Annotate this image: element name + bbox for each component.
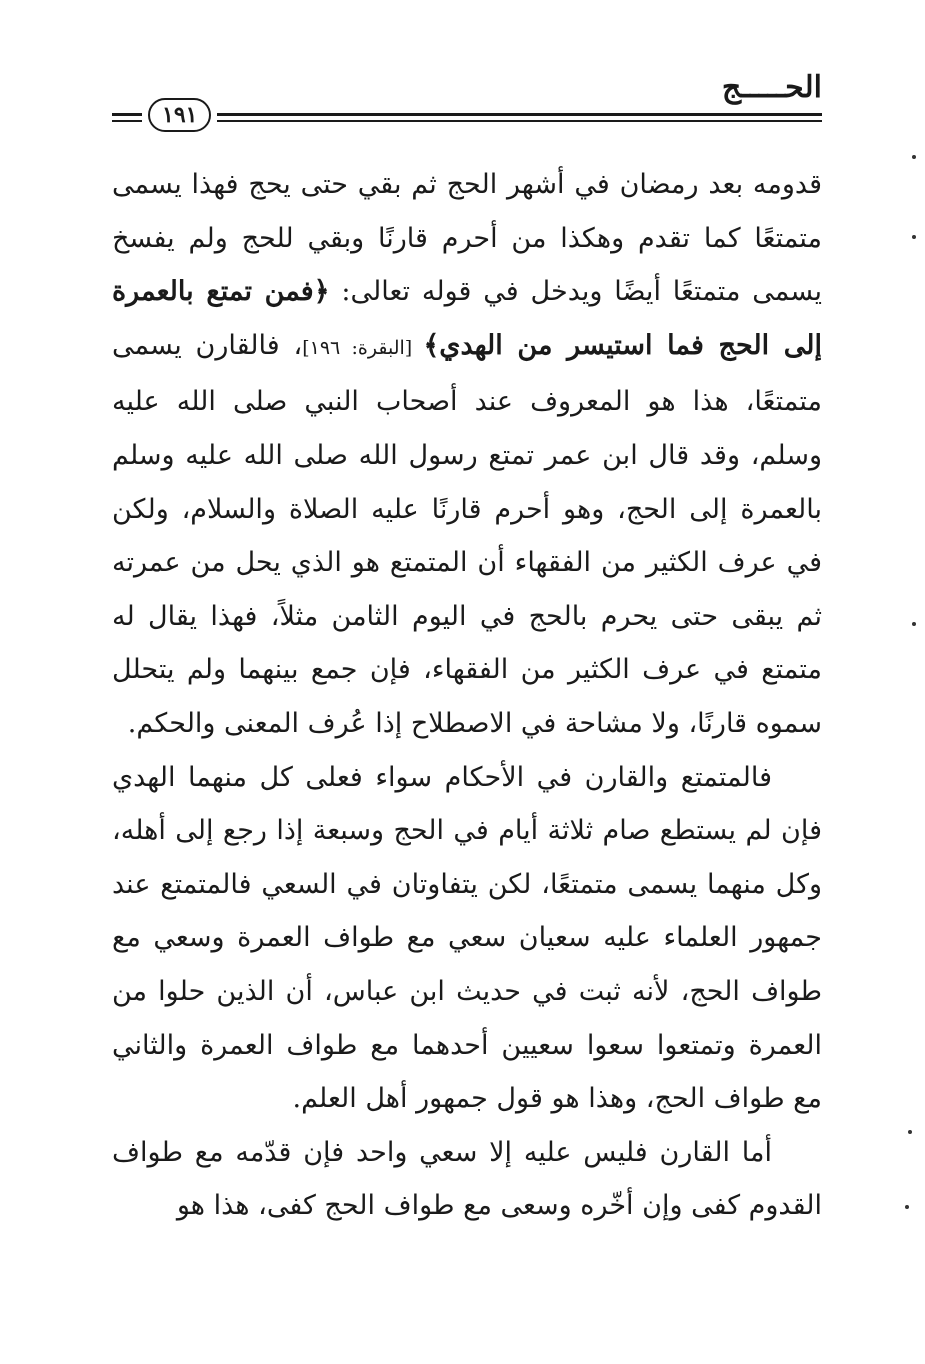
page-body	[112, 158, 822, 1233]
header-rule-top	[112, 113, 822, 116]
running-title: الحـــــج	[721, 70, 822, 105]
paragraph-1-text-a: قدومه بعد رمضان في أشهر الحج ثم بقي حتى يحج فهذا يسمى متمتعًا كما تقدم وهكذا من أحرم قارنًا وبقي للحج ولم يفسخ يسمى متمتعًا أيضًا ويدخل في قوله تعالى:	[112, 169, 822, 308]
page-number	[142, 98, 217, 132]
margin-dot	[905, 1205, 909, 1209]
margin-dot	[912, 155, 916, 159]
quran-verse: ﴿فمن تمتع بالعمرة إلى الحج فما استيسر من الهدي﴾	[112, 276, 822, 361]
margin-dot	[908, 1130, 912, 1134]
page-number-label: ١٩١	[148, 98, 211, 132]
paragraph-1	[112, 158, 822, 751]
paragraph-3: أما القارن فليس عليه إلا سعي واحد فإن قدّمه مع طواف القدوم كفى وإن أخّره وسعى مع طواف الحج كفى، هذا هو	[112, 1136, 822, 1222]
paragraph-2: فالمتمتع والقارن في الأحكام سواء فعلى كل منهما الهدي فإن لم يستطع صام ثلاثة أيام في الحج وسبعة إذا رجع إلى أهله، وكل منهما يسمى متمتعًا، لكن يتفاوتان في السعي فالمتمتع عند جمهور العلماء عليه سعيان سعي مع طواف العمرة وسعي مع طواف الحج، لأنه ثبت في حديث ابن عباس، أن الذين حلوا من العمرة وتمتعوا سعوا سعيين أحدهما مع طواف العمرة والثاني مع طواف الحج، وهذا هو قول جمهور أهل العلم.	[112, 761, 822, 1115]
page-header	[112, 60, 822, 130]
margin-dot	[912, 622, 916, 626]
header-rule-bottom	[112, 120, 822, 122]
paragraph-1-text-b: ، فالقارن يسمى متمتعًا، هذا هو المعروف عند أصحاب النبي صلى الله عليه وسلم، وقد قال ابن عمر تمتع رسول الله صلى الله عليه وسلم بالعمرة إلى الحج، وهو أحرم قارنًا عليه الصلاة والسلام، ولكن في عرف الكثير من الفقهاء أن المتمتع هو الذي يحل من عمرته ثم يبقى حتى يحرم بالحج في اليوم الثامن مثلاً، فهذا يقال له متمتع في عرف الكثير من الفقهاء، فإن جمع بينهما ولم يتحلل سموه قارنًا، ولا مشاحة في الاصطلاح إذا عُرف المعنى والحكم.	[112, 329, 822, 739]
verse-reference: [البقرة: ١٩٦]	[302, 336, 424, 359]
margin-dot	[912, 235, 916, 239]
